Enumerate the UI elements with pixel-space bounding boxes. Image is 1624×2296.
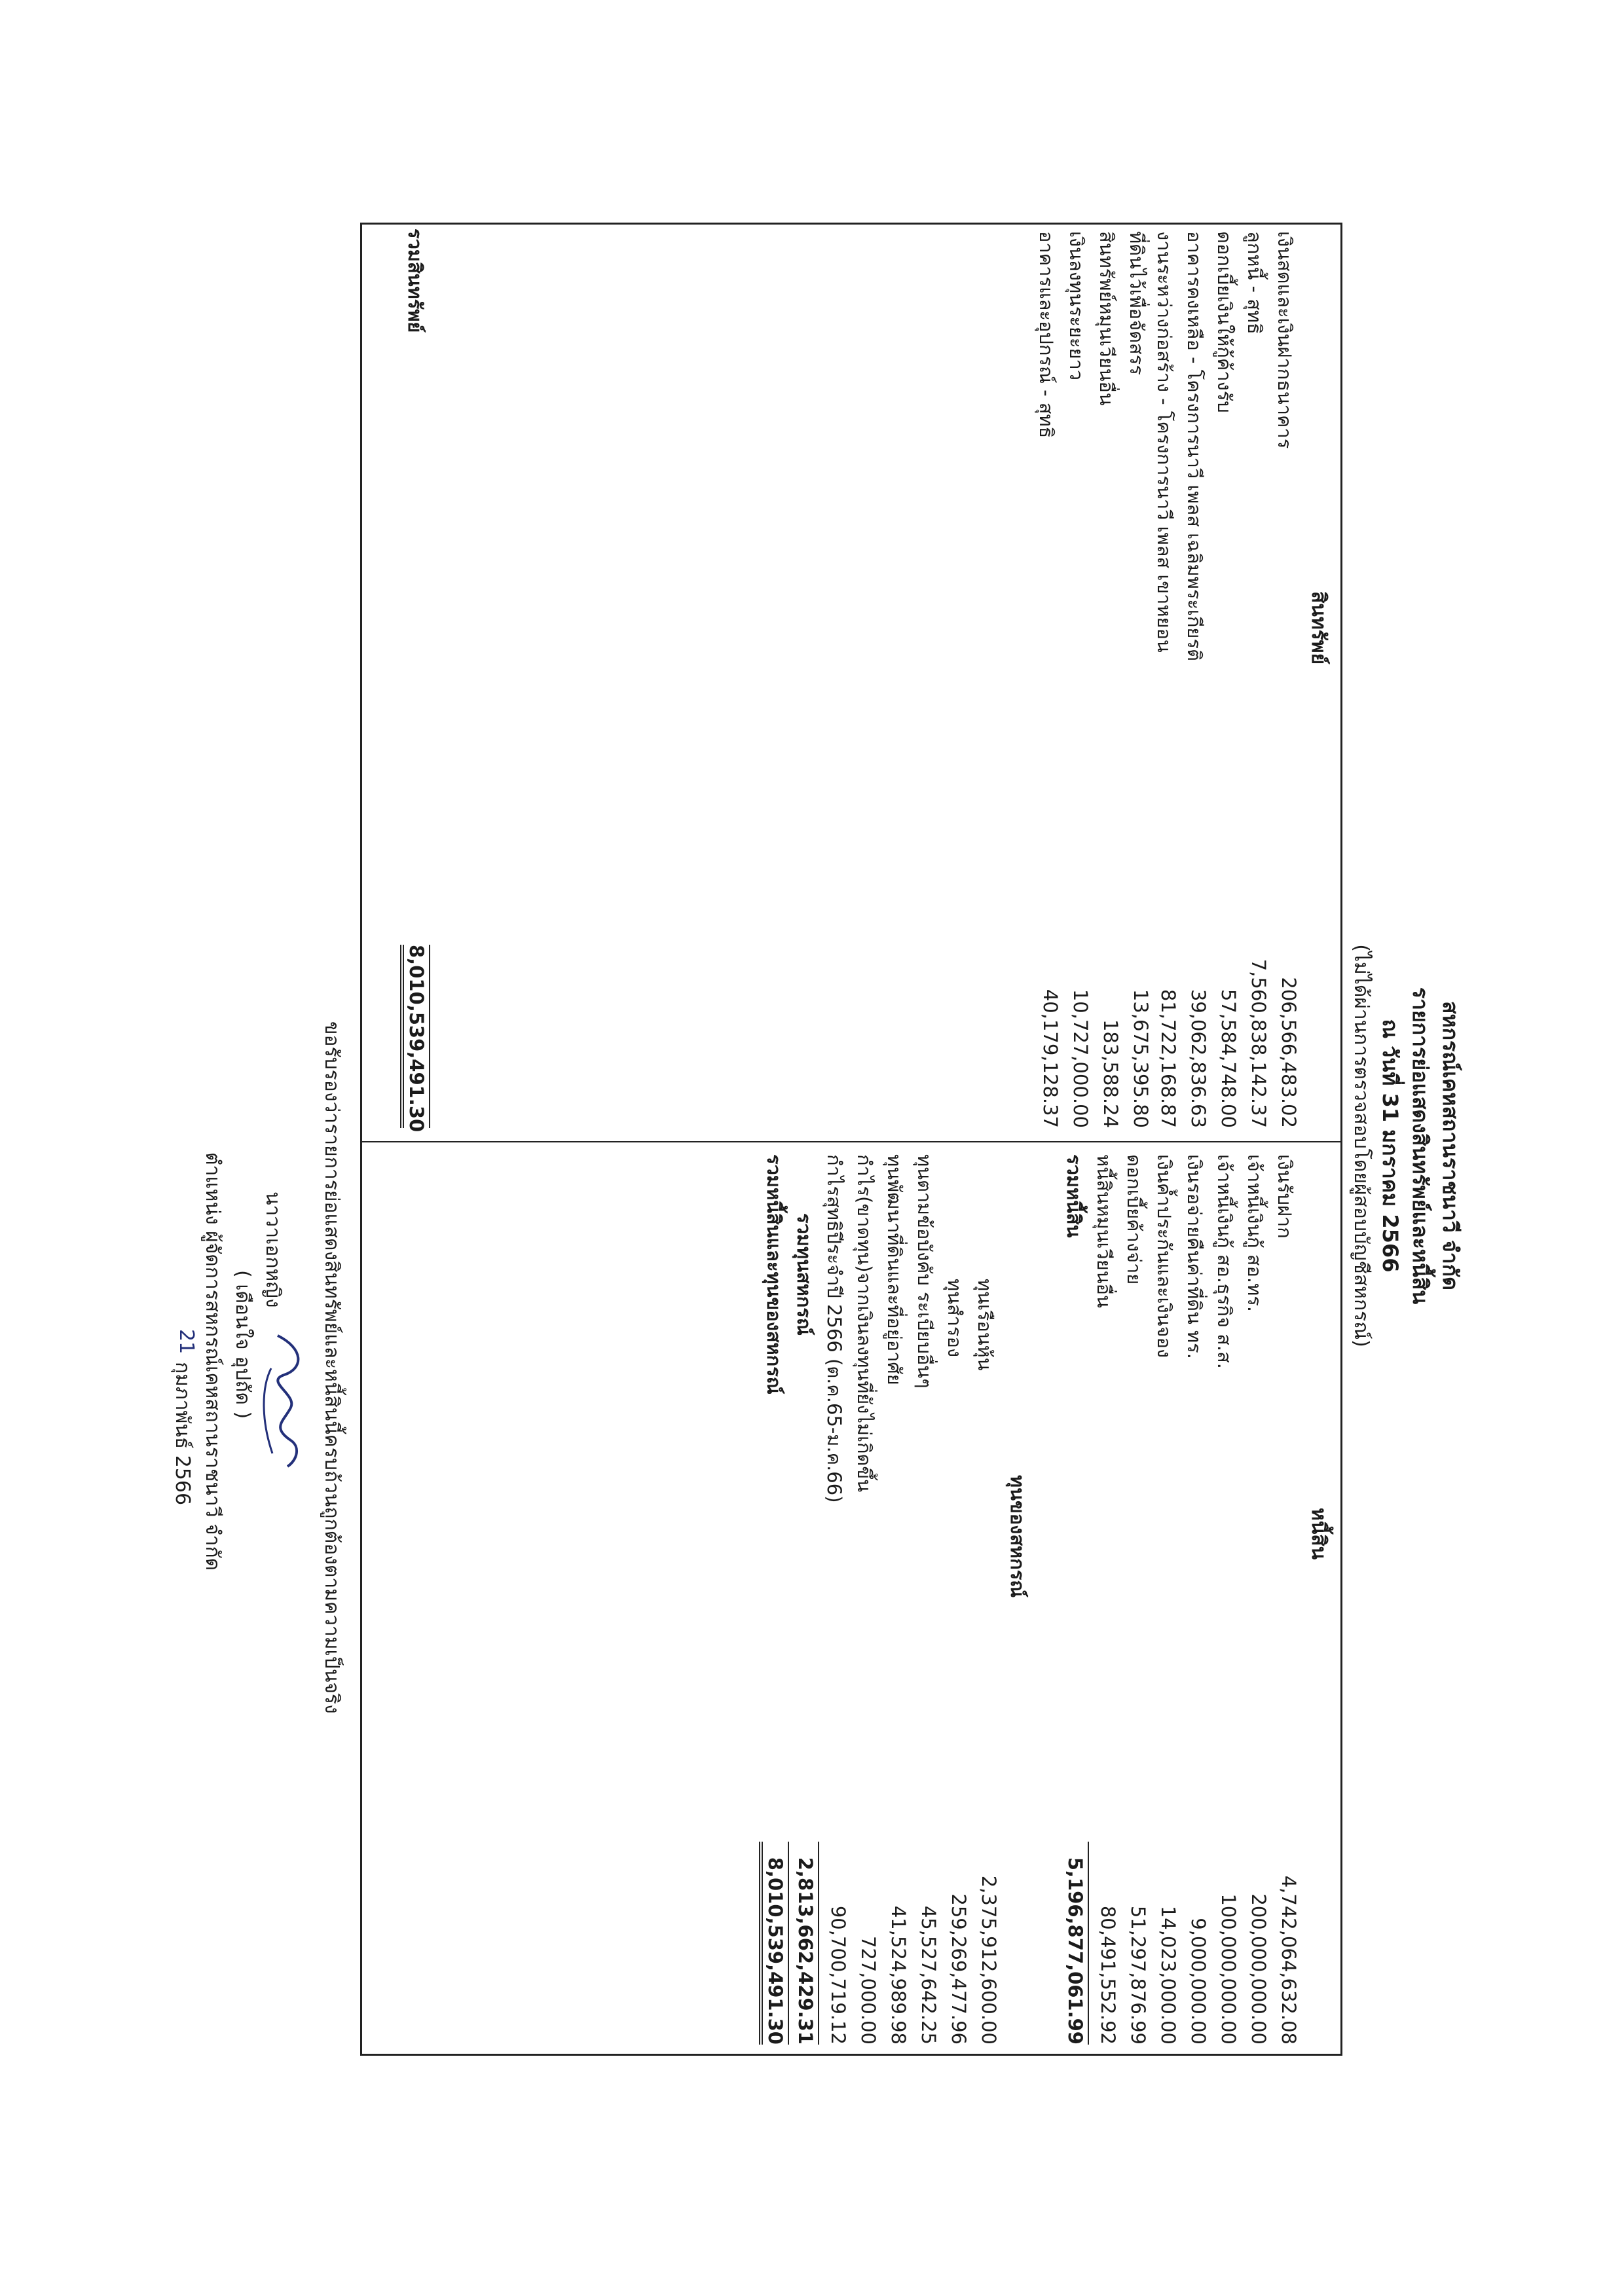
liabilities-total-label: รวมหนี้สิน	[1063, 1154, 1085, 1238]
liability-value: 9,000,000.00	[1187, 1918, 1209, 2045]
asset-value: 13,675,395.80	[1130, 989, 1152, 1128]
org-name: สหกรณ์เคหสถานราชนาวี จำกัด	[1438, 1001, 1463, 1290]
equity-value: 259,269,477.96	[948, 1893, 970, 2045]
equity-value: 41,524,989.98	[887, 1905, 910, 2045]
asset-value: 81,722,168.87	[1157, 989, 1179, 1128]
equity-value: 45,527,642.25	[917, 1905, 940, 2045]
asset-label: อาคารคงเหลือ - โครงการนาวี เพลส เฉลิมพระเกียรติ	[1183, 231, 1206, 661]
liability-value: 4,742,064,632.08	[1278, 1875, 1300, 2045]
liability-value: 100,000,000.00	[1217, 1893, 1240, 2045]
certify-text: ขอรับรองว่ารายการย่อแสดงสินทรัพย์และหนี้สินนี้ครบถ้วนถูกต้องตามความเป็นจริง	[320, 1021, 343, 1714]
equity-label: ทุนตามข้อบังคับ ระเบียบอื่นๆ	[913, 1154, 936, 1389]
asset-label: งานระหว่างก่อสร้าง - โครงการนาวี เพลส เขาหยอน	[1153, 231, 1175, 653]
asset-label: ดอกเบี้ยเงินให้กู้ค้างรับ	[1213, 231, 1236, 413]
liability-value: 200,000,000.00	[1247, 1893, 1270, 2045]
asset-label: เงินลงทุนระยะยาว	[1065, 231, 1088, 381]
asset-value: 39,062,836.63	[1187, 989, 1209, 1128]
equity-value: 90,700,719.12	[827, 1905, 849, 2045]
asset-value: 57,584,748.00	[1217, 989, 1240, 1128]
liability-label: เงินค้ำประกันและเงินจอง	[1153, 1154, 1175, 1358]
statement-table	[360, 223, 1342, 2056]
liabilities-heading: หนี้สิน	[1307, 1508, 1330, 1560]
column-divider	[362, 1141, 1340, 1142]
equity-label: กำไร(ขาดทุน)จากเงินลงทุนที่ยังไม่เกิดขึ้น	[853, 1154, 876, 1493]
liabilities-total-value: 5,196,877,061.99	[1064, 1842, 1089, 2045]
asset-label: ที่ดินไว้เพื่อจัดสรร	[1126, 231, 1148, 375]
liability-value: 80,491,552.92	[1097, 1905, 1119, 2045]
equity-total-label: รวมทุนสหกรณ์	[793, 1213, 815, 1336]
asset-label: สินทรัพย์หมุนเวียนอื่น	[1096, 231, 1118, 406]
signatory-title: นาวาเอกหญิง	[261, 1192, 284, 1308]
equity-label: ทุนเรือนหุ้น	[974, 1279, 996, 1371]
liability-label: เงินรอจ่ายคืนค่าที่ดิน ทร.	[1183, 1154, 1206, 1359]
equity-label: ทุนสำรอง	[944, 1279, 966, 1358]
signatory-position: ตำแหน่ง ผู้จัดการสหกรณ์เคหสถานราชนาวี จำกัด	[201, 1152, 224, 1571]
assets-heading: สินทรัพย์	[1307, 591, 1330, 665]
grand-total-value: 8,010,539,491.30	[759, 1842, 789, 2045]
asset-value: 40,179,128.37	[1039, 989, 1061, 1128]
equity-label: กำไรสุทธิปีระจำปี 2566 (ต.ค.65-ม.ค.66)	[823, 1154, 845, 1503]
liability-label: เงินรับฝาก	[1274, 1154, 1296, 1239]
sign-date: กุมภาพันธ์ 2566	[171, 1362, 194, 1506]
equity-value: 2,375,912,600.00	[978, 1875, 1000, 2045]
as-of-date: ณ วันที่ 31 มกราคม 2566	[1378, 1019, 1403, 1273]
liability-label: เจ้าหนี้เงินกู้ สอ.ทร.	[1244, 1154, 1266, 1313]
liability-value: 51,297,876.99	[1127, 1905, 1149, 2045]
equity-label: ทุนพัฒนาที่ดินและที่อยู่อาศัย	[883, 1154, 906, 1385]
asset-label: เงินสดและเงินฝากธนาคาร	[1274, 231, 1296, 449]
signature	[251, 1329, 323, 1473]
asset-value: 7,560,838,142.37	[1247, 958, 1270, 1128]
asset-value: 206,566,483.02	[1278, 977, 1300, 1128]
equity-heading: ทุนของสหกรณ์	[1006, 1475, 1029, 1598]
liability-label: หนี้สินหมุนเวียนอื่น	[1093, 1154, 1115, 1308]
assets-total-value: 8,010,539,491.30	[400, 945, 430, 1128]
asset-label: ลูกหนี้ - สุทธิ	[1244, 231, 1266, 335]
assets-total-label: รวมสินทรัพย์	[404, 228, 426, 333]
doc-title: รายการย่อแสดงสินทรัพย์และหนี้สิน	[1408, 987, 1433, 1305]
sign-day: 21	[175, 1329, 198, 1355]
asset-label: อาคารและอุปกรณ์ - สุทธิ	[1035, 231, 1058, 439]
equity-value: 727,000.00	[857, 1935, 879, 2045]
equity-total-value: 2,813,662,429.31	[794, 1842, 819, 2045]
grand-total-label: รวมหนี้สินและทุนของสหกรณ์	[763, 1154, 785, 1394]
signatory-name: ( เดือนใจ อุปถัด )	[231, 1270, 254, 1419]
liability-label: เจ้าหนี้เงินกู้ สอ.ธุรกิจ ส.ส.	[1213, 1154, 1236, 1370]
liability-label: ดอกเบี้ยค้างจ่าย	[1123, 1154, 1145, 1285]
asset-value: 183,588.24	[1099, 1019, 1122, 1128]
liability-value: 14,023,000.00	[1157, 1905, 1179, 2045]
audit-note: (ไม่ได้ผ่านการตรวจสอบโดยผู้สอบบัญชีสหกรณ์)	[1350, 944, 1373, 1347]
asset-value: 10,727,000.00	[1069, 989, 1092, 1128]
